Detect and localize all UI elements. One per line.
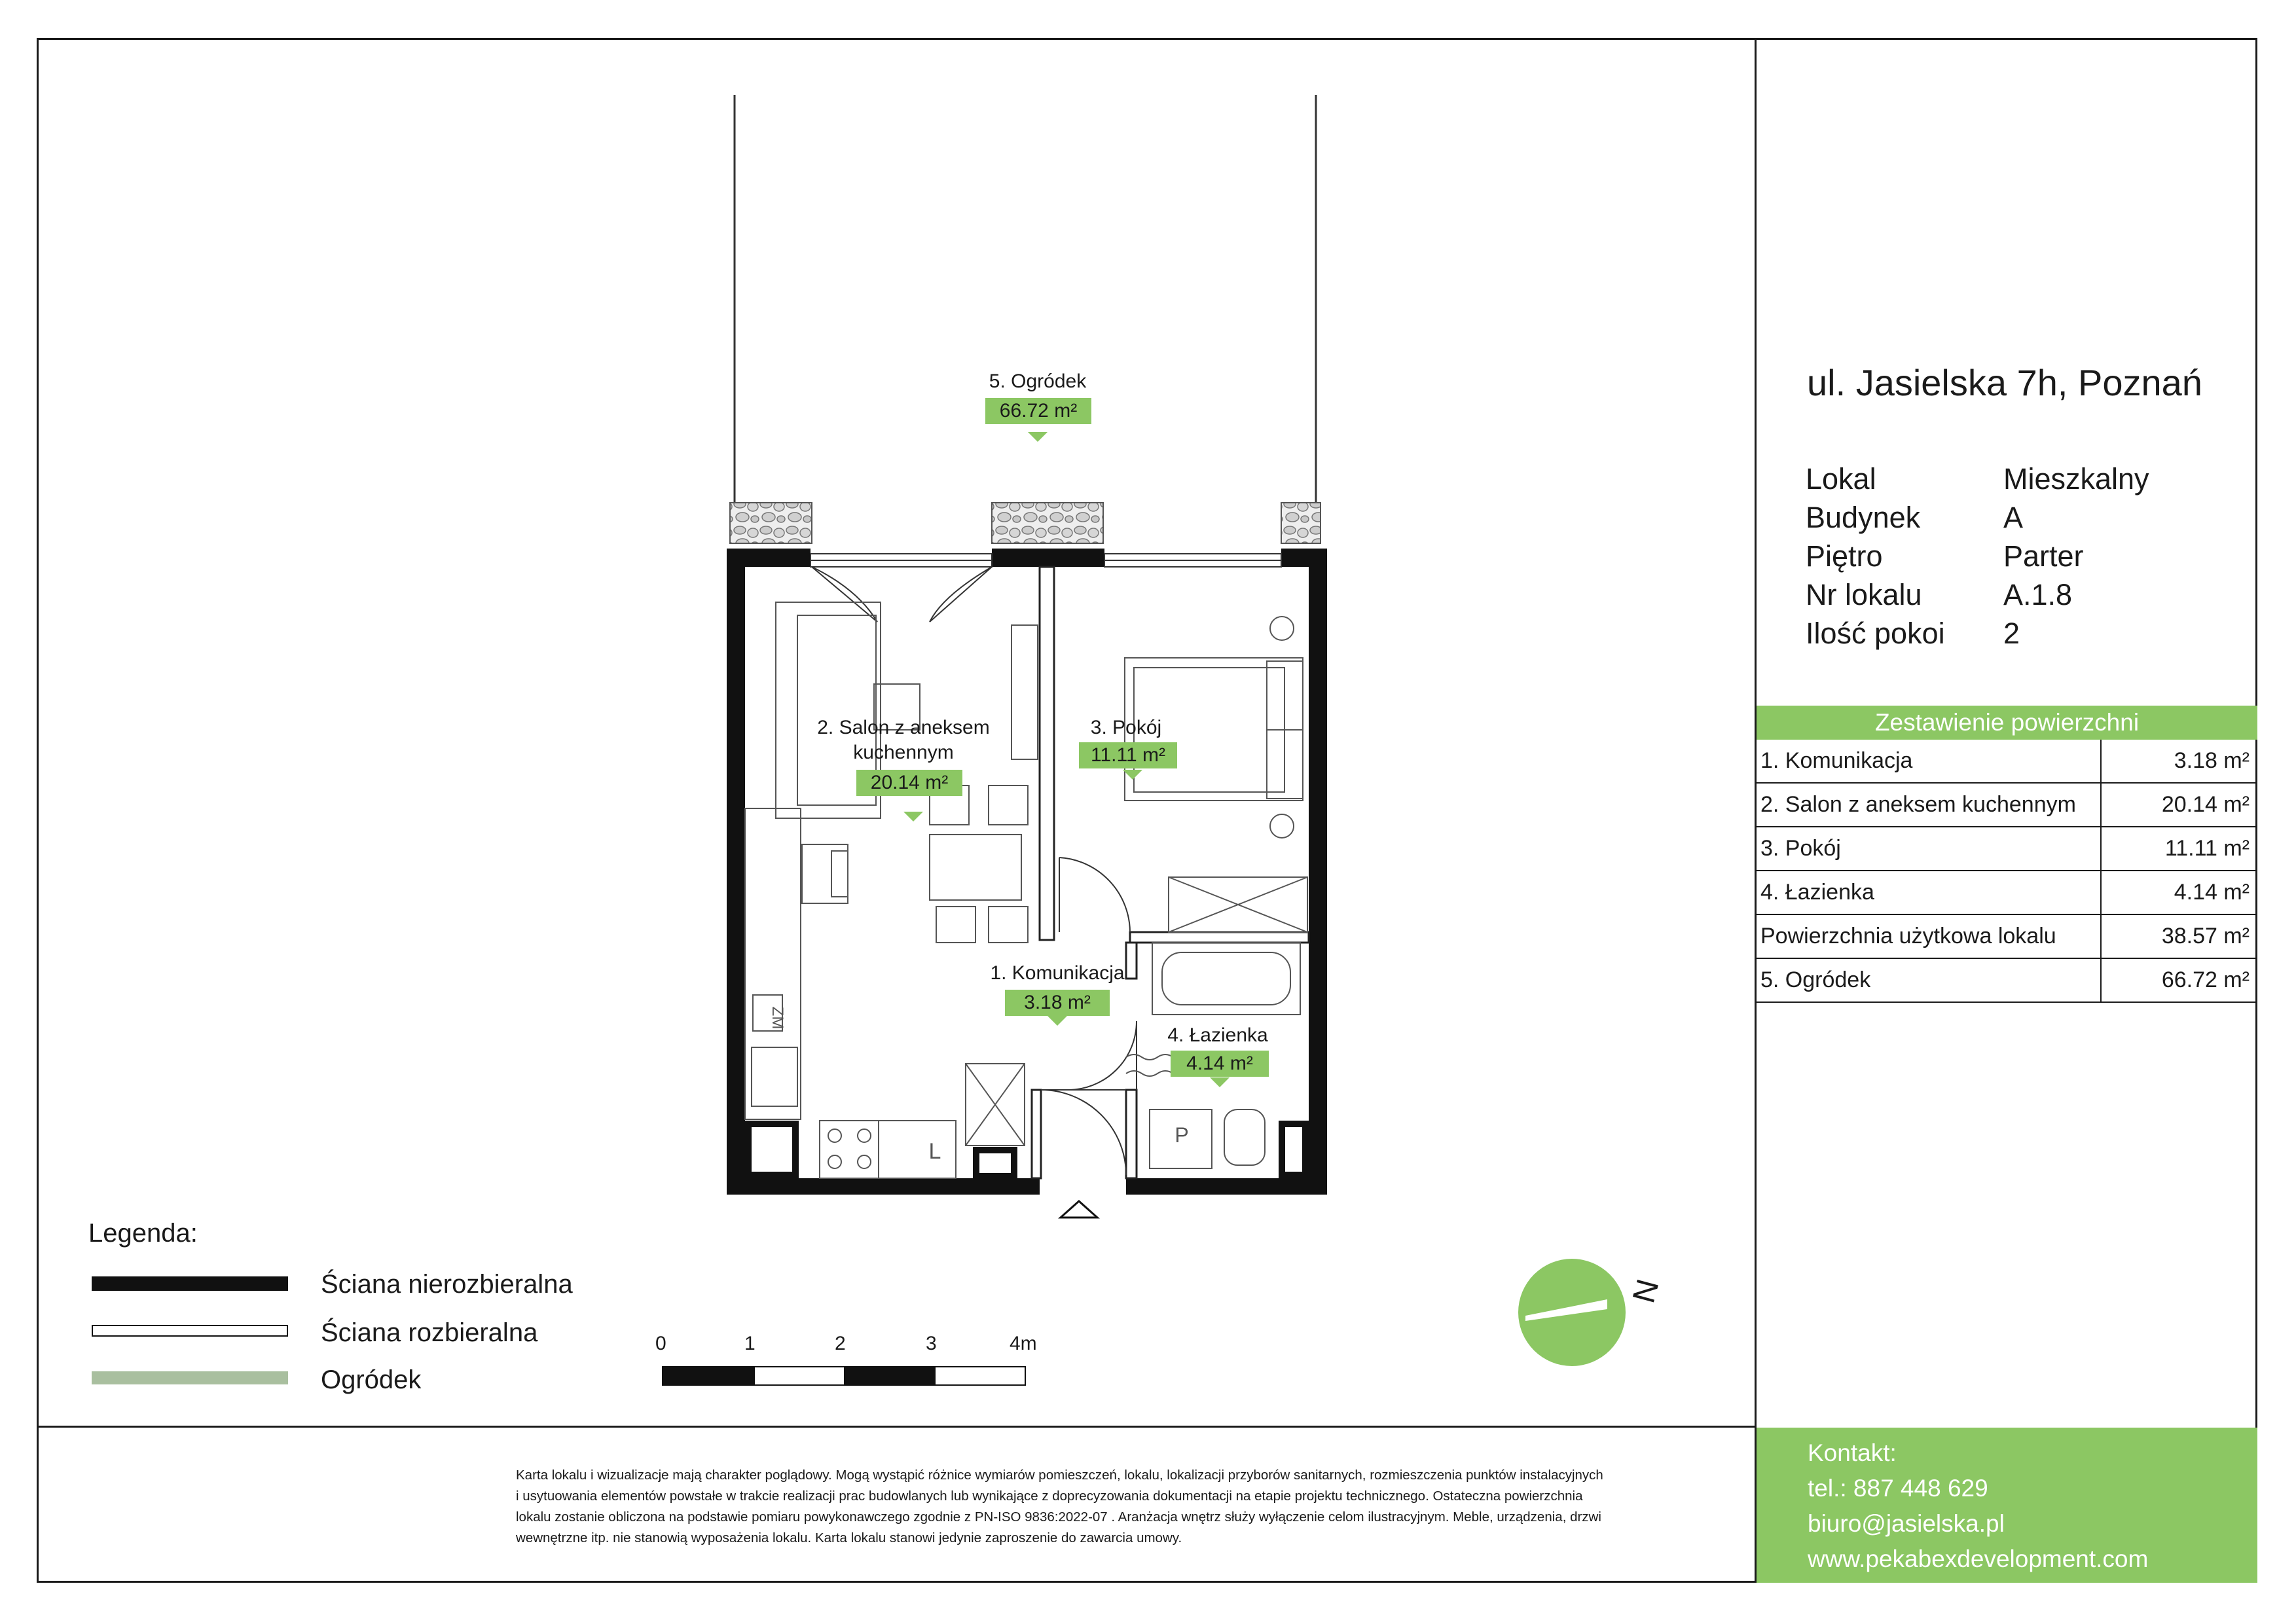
- detail-label-building: Budynek: [1806, 501, 1921, 534]
- contact-website[interactable]: www.pekabexdevelopment.com: [1808, 1545, 2149, 1572]
- contact-email[interactable]: biuro@jasielska.pl: [1808, 1510, 2005, 1537]
- legend-swatch-load-bearing: [92, 1276, 288, 1291]
- contact-title: Kontakt:: [1808, 1439, 1897, 1466]
- area-row-value: 20.14 m²: [2100, 784, 2257, 826]
- hallway-area: 3.18 m²: [1005, 990, 1110, 1016]
- detail-label-floor: Piętro: [1806, 539, 1883, 573]
- area-row-name: 4. Łazienka: [1760, 880, 1874, 905]
- detail-value-floor: Parter: [2003, 539, 2084, 573]
- hallway-label: 1. Komunikacja: [990, 962, 1125, 984]
- disclaimer-line: wewnętrzne itp. nie stanowią wyposażenia lokalu. Karta lokalu stanowi jedynie zaproszenie do zawarcia umowy.: [516, 1530, 1182, 1545]
- living-room-label: 2. Salon z aneksem: [817, 717, 990, 738]
- disclaimer-line: Karta lokalu i wizualizacje mają charakter poglądowy. Mogą wystąpić różnice wymiarów pomieszczeń, lokalu, lokalizacji przyborów sanitarnych, rozmieszczenia punktów instalacyjnych: [516, 1468, 1603, 1483]
- table-row: [1757, 740, 2257, 784]
- area-summary-table: [1757, 706, 2257, 1003]
- area-row-value: 38.57 m²: [2100, 915, 2257, 958]
- bathroom-area: 4.14 m²: [1171, 1051, 1269, 1077]
- oven-label: L: [928, 1139, 941, 1164]
- load-bearing-walls: [727, 549, 1327, 1195]
- contact-box: [1757, 1428, 2257, 1583]
- paving-left: [730, 503, 812, 543]
- address-heading: ul. Jasielska 7h, Poznań: [1807, 362, 2202, 403]
- bedroom-furniture: [1125, 617, 1307, 932]
- table-row: [1757, 915, 2257, 959]
- column-voids: [752, 1127, 1302, 1173]
- detail-value-building: A: [2003, 501, 2024, 534]
- detail-label-unit-number: Nr lokalu: [1806, 578, 1922, 611]
- disclaimer-text: [516, 1465, 1721, 1549]
- area-row-value: 66.72 m²: [2100, 959, 2257, 1001]
- area-row-name: 2. Salon z aneksem kuchennym: [1760, 792, 2076, 817]
- area-row-name: Powierzchnia użytkowa lokalu: [1760, 924, 2056, 948]
- scale-bar: [663, 1367, 1025, 1385]
- area-row-name: 5. Ogródek: [1760, 967, 1871, 992]
- table-row: [1757, 871, 2257, 915]
- area-row-value: 3.18 m²: [2100, 740, 2257, 782]
- area-row-value: 4.14 m²: [2100, 871, 2257, 914]
- entrance-marker: [1061, 1201, 1097, 1218]
- scale-tick-3: 3: [926, 1333, 937, 1354]
- garden-area: 66.72 m²: [985, 398, 1091, 424]
- table-row: [1757, 827, 2257, 871]
- legend-swatch-partition: [92, 1325, 288, 1337]
- compass-north-label: N: [1626, 1275, 1666, 1307]
- partition-walls: [1032, 567, 1309, 1178]
- bedroom-area: 11.11 m²: [1079, 742, 1177, 768]
- table-row: [1757, 959, 2257, 1003]
- scale-tick-1: 1: [744, 1333, 756, 1354]
- scale-tick-4: 4m: [1010, 1333, 1037, 1354]
- legend-label-partition: Ściana rozbieralna: [321, 1318, 538, 1347]
- fridge-label: ZM: [769, 1006, 786, 1030]
- washer-label: P: [1175, 1123, 1189, 1147]
- scale-tick-2: 2: [835, 1333, 846, 1354]
- area-row-name: 3. Pokój: [1760, 836, 1841, 861]
- garden-label: 5. Ogródek: [989, 370, 1087, 392]
- legend-swatch-garden: [92, 1371, 288, 1384]
- detail-value-unit-number: A.1.8: [2003, 578, 2073, 611]
- table-row: [1757, 784, 2257, 827]
- disclaimer-line: lokalu zostanie obliczona na podstawie pomiaru powykonawczego zgodnie z PN-ISO 9836:2022-07 . Aranżacja wnętrz służy wyłączenie celom ilustracyjnym. Meble, urządzenia, drzwi: [516, 1509, 1601, 1525]
- living-room-furniture: [745, 602, 1038, 1178]
- area-row-value: 11.11 m²: [2100, 827, 2257, 870]
- scale-tick-0: 0: [655, 1333, 666, 1354]
- detail-value-type: Mieszkalny: [2003, 462, 2149, 496]
- area-row-name: 1. Komunikacja: [1760, 748, 1913, 773]
- legend-label-load-bearing: Ściana nierozbieralna: [321, 1270, 573, 1299]
- detail-label-type: Lokal: [1806, 462, 1876, 496]
- paving-mid: [992, 503, 1103, 543]
- disclaimer-line: i usytuowania elementów powstałe w trakcie realizacji prac budowlanych lub wynikające z doprecyzowania dokumentacji na etapie projektu technicznego. Ostateczna powierzchnia: [516, 1489, 1583, 1504]
- detail-value-rooms: 2: [2003, 617, 2020, 650]
- contact-phone[interactable]: tel.: 887 448 629: [1808, 1475, 1988, 1502]
- bedroom-label: 3. Pokój: [1090, 717, 1162, 738]
- legend-label-garden: Ogródek: [321, 1365, 422, 1394]
- bathroom-label: 4. Łazienka: [1167, 1024, 1268, 1046]
- area-summary-header: Zestawienie powierzchni: [1757, 706, 2257, 740]
- living-room-area: 20.14 m²: [856, 770, 962, 796]
- doors: [812, 567, 1137, 1175]
- living-room-label-line2: kuchennym: [853, 742, 954, 763]
- detail-label-rooms: Ilość pokoi: [1806, 617, 1945, 650]
- paving-right: [1281, 503, 1321, 543]
- legend-title: Legenda:: [88, 1219, 198, 1248]
